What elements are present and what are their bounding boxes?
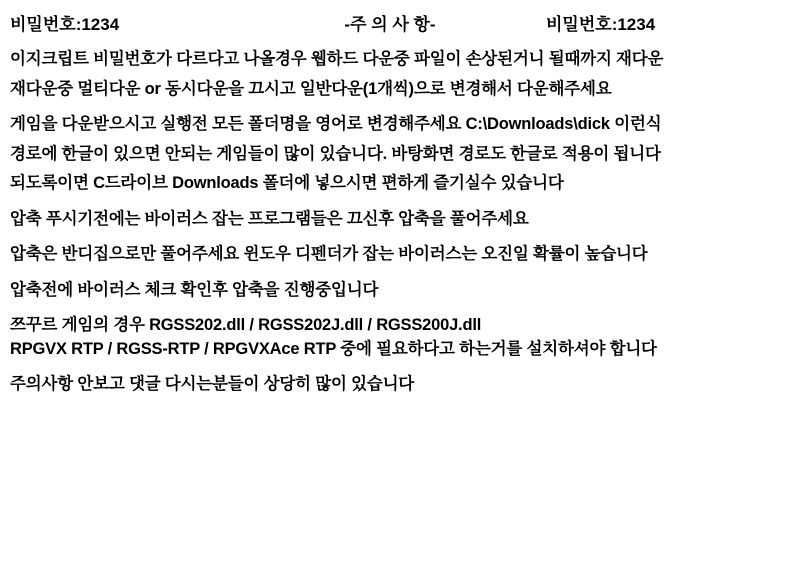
- paragraph-path: [10, 116, 790, 192]
- text-line: 게임을 다운받으시고 실행전 모든 폴더명을 영어로 변경해주세요 C:\Downloads\dick 이런식: [10, 115, 662, 133]
- text-line: 압축 푸시기전에는 바이러스 잡는 프로그램들은 끄신후 압축을 풀어주세요: [10, 209, 529, 228]
- text-line: 압축전에 바이러스 체크 확인후 압축을 진행중입니다: [10, 280, 379, 299]
- password-label-right: 비밀번호:1234: [546, 15, 656, 34]
- document-header: [10, 10, 790, 35]
- password-label-left: 비밀번호:1234: [10, 15, 120, 34]
- text-line: RPGVX RTP / RGSS-RTP / RPGVXAce RTP 중에 필요하다고 하는거를 설치하셔야 합니다: [10, 339, 657, 358]
- text-line: 쯔꾸르 게임의 경우 RGSS202.dll / RGSS202J.dll / RGSS200J.dll: [10, 316, 482, 334]
- paragraph-rtp: [10, 317, 790, 357]
- text-line: 주의사항 안보고 댓글 다시는분들이 상당히 많이 있습니다: [10, 375, 415, 393]
- paragraph-check: [10, 282, 790, 299]
- text-line: 경로에 한글이 있으면 안되는 게임들이 많이 있습니다. 바탕화면 경로도 한글로 적용이 됩니다: [10, 144, 661, 163]
- text-line: 재다운중 멀티다운 or 동시다운을 끄시고 일반다운(1개씩)으로 변경해서 다운해주세요: [10, 79, 612, 98]
- text-line: 압축은 반디집으로만 풀어주세요 윈도우 디펜더가 잡는 바이러스는 오진일 확률이 높습니다: [10, 245, 648, 263]
- paragraph-bandizip: [10, 246, 790, 263]
- text-line: 되도록이면 C드라이브 Downloads 폴더에 넣으시면 편하게 즐기실수 있습니다: [10, 174, 564, 192]
- paragraph-download: [10, 51, 790, 97]
- page-title: -주 의 사 항-: [344, 15, 436, 34]
- paragraph-notice: [10, 376, 790, 393]
- text-line: 이지크립트 비밀번호가 다르다고 나올경우 웹하드 다운중 파일이 손상된거니 될때까지 재다운: [10, 50, 664, 68]
- paragraph-antivirus: [10, 211, 790, 228]
